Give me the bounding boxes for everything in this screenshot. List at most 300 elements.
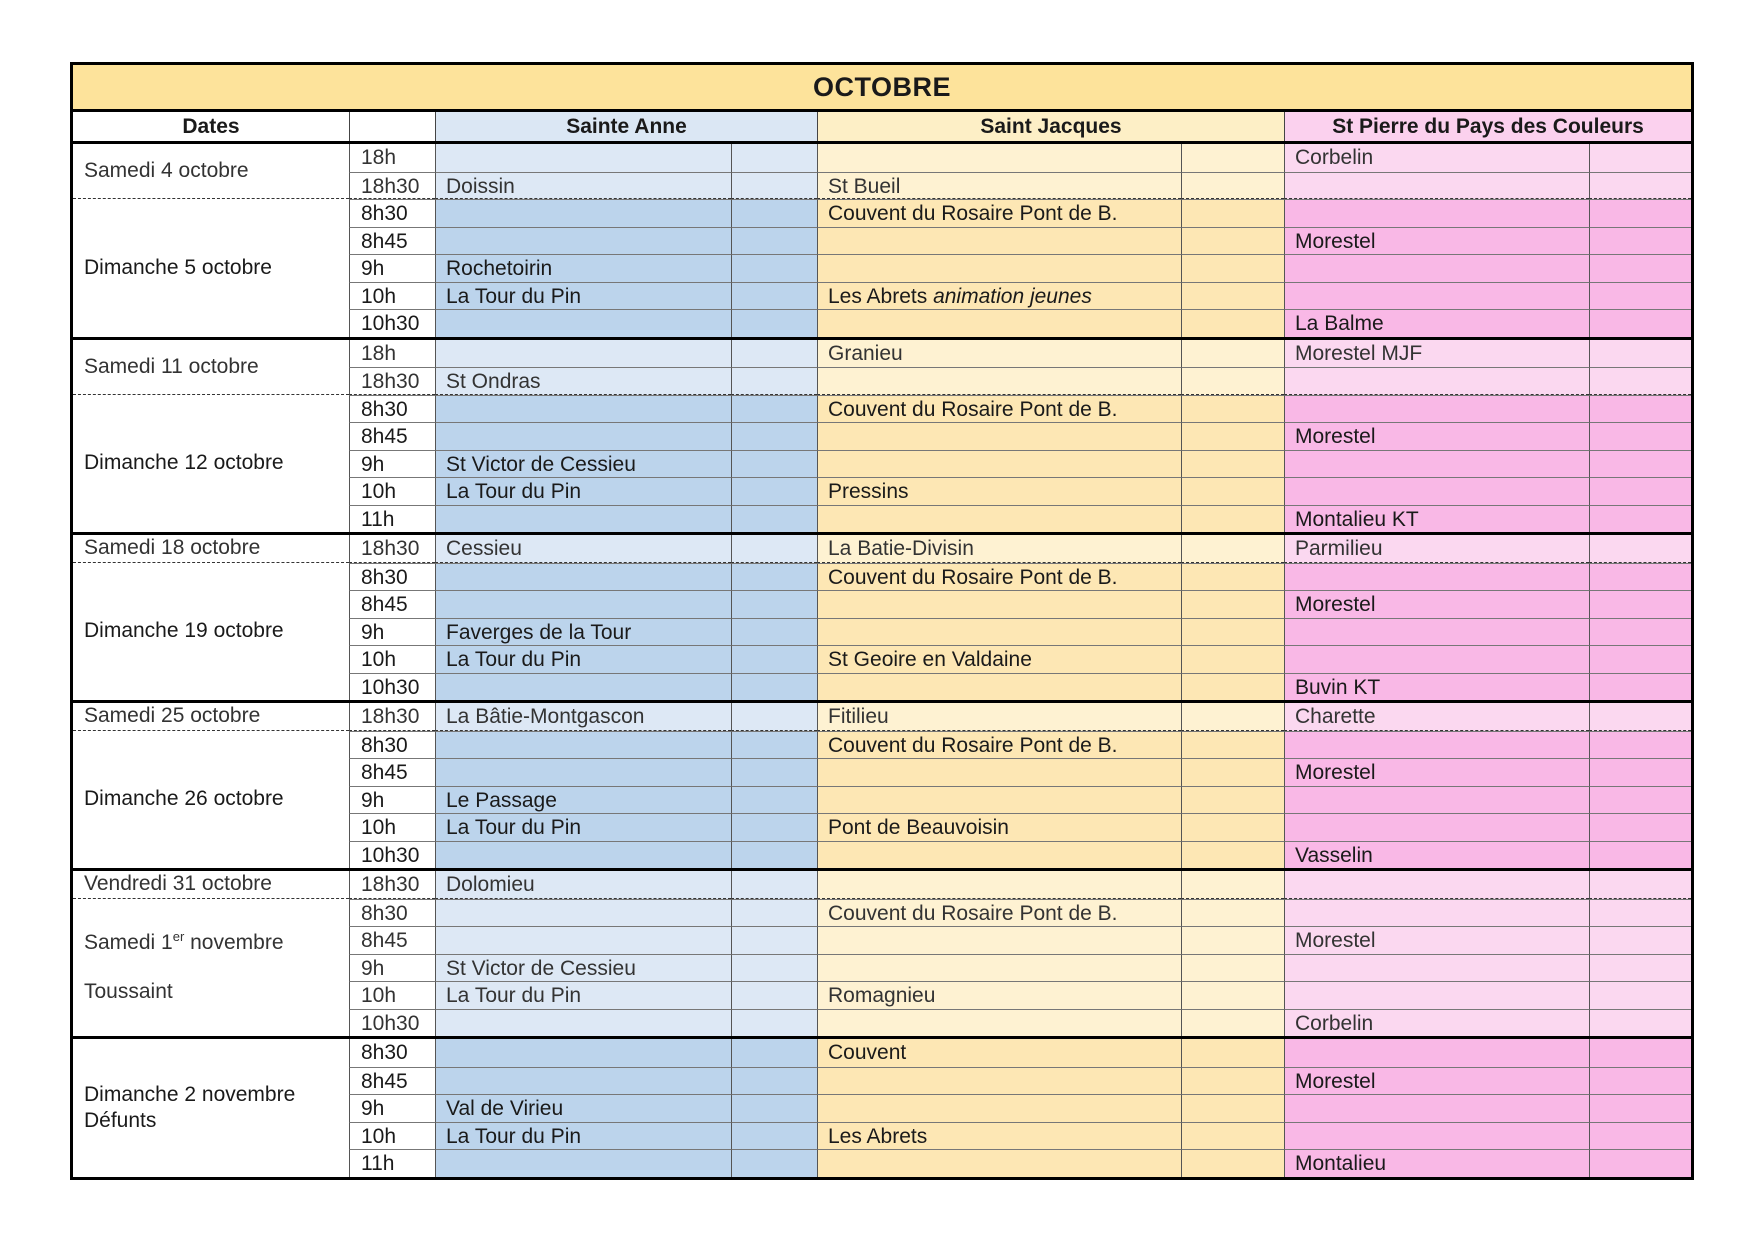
- st-pierre-cell: [1284, 1094, 1589, 1122]
- sainte-anne-cell: La Tour du Pin: [435, 645, 731, 673]
- date-column: [73, 1039, 349, 1177]
- st-pierre-extra-cell: [1589, 618, 1691, 646]
- st-pierre-extra-cell: [1589, 645, 1691, 673]
- mass-row: [349, 395, 1691, 423]
- saint-jacques-extra-cell: [1181, 450, 1284, 478]
- sainte-anne-cell: [435, 422, 731, 450]
- mass-row: [349, 590, 1691, 618]
- header-sainte-anne: Sainte Anne: [435, 112, 817, 141]
- sainte-anne-cell: La Tour du Pin: [435, 282, 731, 310]
- sainte-anne-cell: La Tour du Pin: [435, 477, 731, 505]
- time-cell: 10h30: [349, 841, 435, 869]
- st-pierre-cell: [1284, 981, 1589, 1009]
- st-pierre-extra-cell: [1589, 172, 1691, 200]
- st-pierre-cell: Parmilieu: [1284, 535, 1589, 563]
- mass-row: [349, 871, 1691, 899]
- st-pierre-cell: [1284, 477, 1589, 505]
- saint-jacques-cell: La Batie-Divisin: [817, 535, 1181, 563]
- st-pierre-extra-cell: [1589, 395, 1691, 423]
- mass-row: [349, 954, 1691, 982]
- saint-jacques-extra-cell: [1181, 340, 1284, 368]
- date-label: Samedi 18 octobre: [84, 536, 261, 560]
- sainte-anne-extra-cell: [731, 786, 817, 814]
- time-cell: 11h: [349, 1149, 435, 1177]
- saint-jacques-cell: [817, 1149, 1181, 1177]
- st-pierre-extra-cell: [1589, 144, 1691, 172]
- mass-row: [349, 563, 1691, 591]
- sainte-anne-extra-cell: [731, 1094, 817, 1122]
- sainte-anne-extra-cell: [731, 395, 817, 423]
- saint-jacques-extra-cell: [1181, 535, 1284, 563]
- mass-rows: [349, 703, 1691, 868]
- saint-jacques-extra-cell: [1181, 871, 1284, 899]
- st-pierre-extra-cell: [1589, 758, 1691, 786]
- st-pierre-extra-cell: [1589, 367, 1691, 395]
- saint-jacques-extra-cell: [1181, 926, 1284, 954]
- mass-rows: [349, 535, 1691, 700]
- column-header-row: [73, 112, 1691, 144]
- saint-jacques-extra-cell: [1181, 703, 1284, 731]
- sainte-anne-cell: La Bâtie-Montgascon: [435, 703, 731, 731]
- st-pierre-extra-cell: [1589, 703, 1691, 731]
- time-cell: 18h30: [349, 172, 435, 200]
- date-cell: [73, 1039, 349, 1177]
- sainte-anne-cell: [435, 731, 731, 759]
- date-label: Dimanche 26 octobre: [84, 787, 284, 811]
- st-pierre-cell: [1284, 282, 1589, 310]
- mass-row: [349, 422, 1691, 450]
- sainte-anne-cell: [435, 505, 731, 533]
- saint-jacques-extra-cell: [1181, 1039, 1284, 1067]
- time-cell: 8h30: [349, 1039, 435, 1067]
- st-pierre-cell: Morestel: [1284, 422, 1589, 450]
- mass-row: [349, 841, 1691, 869]
- sainte-anne-cell: [435, 144, 731, 172]
- header-dates: Dates: [73, 112, 349, 141]
- saint-jacques-cell: Couvent du Rosaire Pont de B.: [817, 395, 1181, 423]
- sainte-anne-cell: [435, 199, 731, 227]
- saint-jacques-cell: [817, 590, 1181, 618]
- date-column: [73, 340, 349, 533]
- st-pierre-extra-cell: [1589, 731, 1691, 759]
- time-cell: 8h30: [349, 395, 435, 423]
- mass-rows: [349, 144, 1691, 337]
- sainte-anne-extra-cell: [731, 1067, 817, 1095]
- mass-row: [349, 1067, 1691, 1095]
- mass-row: [349, 505, 1691, 533]
- mass-row: [349, 450, 1691, 478]
- sainte-anne-extra-cell: [731, 172, 817, 200]
- sainte-anne-extra-cell: [731, 926, 817, 954]
- date-label: Samedi 4 octobre: [84, 159, 249, 182]
- saint-jacques-extra-cell: [1181, 590, 1284, 618]
- st-pierre-cell: [1284, 618, 1589, 646]
- mass-rows: [349, 340, 1691, 533]
- date-gap: [84, 956, 349, 979]
- mass-row: [349, 282, 1691, 310]
- st-pierre-extra-cell: [1589, 1067, 1691, 1095]
- saint-jacques-cell: Pressins: [817, 477, 1181, 505]
- sainte-anne-cell: [435, 1067, 731, 1095]
- time-cell: 9h: [349, 618, 435, 646]
- st-pierre-extra-cell: [1589, 899, 1691, 927]
- sainte-anne-cell: [435, 899, 731, 927]
- st-pierre-cell: [1284, 871, 1589, 899]
- mass-row: [349, 758, 1691, 786]
- sainte-anne-extra-cell: [731, 254, 817, 282]
- saint-jacques-cell: Les Abrets animation jeunes: [817, 282, 1181, 310]
- date-label: Samedi 25 octobre: [84, 704, 261, 728]
- sainte-anne-extra-cell: [731, 871, 817, 899]
- time-cell: 18h30: [349, 871, 435, 899]
- st-pierre-cell: Buvin KT: [1284, 673, 1589, 701]
- sainte-anne-cell: St Ondras: [435, 367, 731, 395]
- week-block: [73, 340, 1691, 536]
- sainte-anne-cell: [435, 590, 731, 618]
- sainte-anne-extra-cell: [731, 703, 817, 731]
- mass-row: [349, 786, 1691, 814]
- saint-jacques-extra-cell: [1181, 758, 1284, 786]
- saint-jacques-extra-cell: [1181, 254, 1284, 282]
- time-cell: 8h45: [349, 590, 435, 618]
- date-superscript: er: [172, 928, 185, 944]
- saint-jacques-cell: Couvent du Rosaire Pont de B.: [817, 899, 1181, 927]
- st-pierre-cell: [1284, 899, 1589, 927]
- saint-jacques-cell: [817, 1009, 1181, 1037]
- saint-jacques-cell: [817, 254, 1181, 282]
- sainte-anne-extra-cell: [731, 340, 817, 368]
- month-title: OCTOBRE: [73, 65, 1691, 112]
- saint-jacques-cell: [817, 309, 1181, 337]
- st-pierre-cell: Morestel: [1284, 227, 1589, 255]
- saint-jacques-cell: [817, 422, 1181, 450]
- st-pierre-cell: [1284, 254, 1589, 282]
- sainte-anne-cell: Dolomieu: [435, 871, 731, 899]
- saint-jacques-cell: [817, 926, 1181, 954]
- sainte-anne-cell: [435, 395, 731, 423]
- mass-row: [349, 144, 1691, 172]
- st-pierre-extra-cell: [1589, 673, 1691, 701]
- time-cell: 10h: [349, 645, 435, 673]
- time-cell: 18h: [349, 144, 435, 172]
- saint-jacques-extra-cell: [1181, 954, 1284, 982]
- saint-jacques-extra-cell: [1181, 282, 1284, 310]
- saint-jacques-extra-cell: [1181, 731, 1284, 759]
- date-column: [73, 144, 349, 337]
- sainte-anne-cell: Le Passage: [435, 786, 731, 814]
- time-cell: 10h: [349, 1122, 435, 1150]
- sainte-anne-extra-cell: [731, 282, 817, 310]
- mass-row: [349, 172, 1691, 200]
- st-pierre-extra-cell: [1589, 340, 1691, 368]
- st-pierre-extra-cell: [1589, 813, 1691, 841]
- week-block: [73, 1039, 1691, 1177]
- date-column: [73, 871, 349, 1036]
- st-pierre-extra-cell: [1589, 199, 1691, 227]
- sainte-anne-cell: St Victor de Cessieu: [435, 954, 731, 982]
- mass-row: [349, 813, 1691, 841]
- saint-jacques-extra-cell: [1181, 505, 1284, 533]
- saint-jacques-cell: Pont de Beauvoisin: [817, 813, 1181, 841]
- saint-jacques-extra-cell: [1181, 981, 1284, 1009]
- st-pierre-extra-cell: [1589, 871, 1691, 899]
- saint-jacques-cell: [817, 618, 1181, 646]
- st-pierre-cell: Corbelin: [1284, 144, 1589, 172]
- st-pierre-cell: [1284, 450, 1589, 478]
- st-pierre-extra-cell: [1589, 786, 1691, 814]
- header-saint-jacques: Saint Jacques: [817, 112, 1284, 141]
- time-cell: 8h45: [349, 1067, 435, 1095]
- sainte-anne-cell: [435, 926, 731, 954]
- saint-jacques-extra-cell: [1181, 309, 1284, 337]
- st-pierre-extra-cell: [1589, 590, 1691, 618]
- schedule-body: [73, 144, 1691, 1177]
- date-cell: [73, 144, 349, 199]
- st-pierre-extra-cell: [1589, 563, 1691, 591]
- week-block: [73, 535, 1691, 703]
- time-cell: 8h30: [349, 899, 435, 927]
- sainte-anne-extra-cell: [731, 731, 817, 759]
- mass-row: [349, 981, 1691, 1009]
- time-cell: 11h: [349, 505, 435, 533]
- saint-jacques-cell: [817, 871, 1181, 899]
- mass-row: [349, 254, 1691, 282]
- sainte-anne-cell: [435, 1039, 731, 1067]
- st-pierre-extra-cell: [1589, 227, 1691, 255]
- date-label: Dimanche 19 octobre: [84, 619, 284, 643]
- st-pierre-cell: Morestel MJF: [1284, 340, 1589, 368]
- sainte-anne-cell: Faverges de la Tour: [435, 618, 731, 646]
- sainte-anne-extra-cell: [731, 618, 817, 646]
- date-label: Dimanche 5 octobre: [84, 255, 272, 279]
- st-pierre-cell: [1284, 786, 1589, 814]
- date-cell: [73, 563, 349, 701]
- mass-row: [349, 1039, 1691, 1067]
- st-pierre-extra-cell: [1589, 954, 1691, 982]
- sainte-anne-cell: La Tour du Pin: [435, 981, 731, 1009]
- saint-jacques-extra-cell: [1181, 1149, 1284, 1177]
- date-label: Samedi 11 octobre: [84, 354, 259, 378]
- saint-jacques-extra-cell: [1181, 144, 1284, 172]
- saint-jacques-cell: [817, 505, 1181, 533]
- saint-jacques-cell: [817, 367, 1181, 395]
- time-cell: 10h30: [349, 1009, 435, 1037]
- saint-jacques-cell: Couvent du Rosaire Pont de B.: [817, 199, 1181, 227]
- time-cell: 10h30: [349, 673, 435, 701]
- header-time: [349, 112, 435, 141]
- st-pierre-cell: Vasselin: [1284, 841, 1589, 869]
- saint-jacques-cell: St Bueil: [817, 172, 1181, 200]
- date-label: Défunts: [84, 1108, 157, 1132]
- st-pierre-cell: [1284, 367, 1589, 395]
- sainte-anne-extra-cell: [731, 981, 817, 1009]
- saint-jacques-cell: [817, 954, 1181, 982]
- sainte-anne-cell: [435, 841, 731, 869]
- saint-jacques-cell: Les Abrets: [817, 1122, 1181, 1150]
- sainte-anne-extra-cell: [731, 758, 817, 786]
- week-block: [73, 144, 1691, 340]
- time-cell: 8h30: [349, 199, 435, 227]
- saint-jacques-cell: [817, 758, 1181, 786]
- schedule-table: [70, 62, 1694, 1180]
- time-cell: 18h30: [349, 703, 435, 731]
- saint-jacques-extra-cell: [1181, 813, 1284, 841]
- sainte-anne-cell: Val de Virieu: [435, 1094, 731, 1122]
- saint-jacques-cell: [817, 450, 1181, 478]
- date-label: Dimanche 2 novembre: [84, 1082, 296, 1106]
- st-pierre-extra-cell: [1589, 254, 1691, 282]
- saint-jacques-cell: [817, 227, 1181, 255]
- mass-row: [349, 199, 1691, 227]
- saint-jacques-extra-cell: [1181, 618, 1284, 646]
- sainte-anne-extra-cell: [731, 505, 817, 533]
- sainte-anne-cell: [435, 340, 731, 368]
- time-cell: 8h45: [349, 422, 435, 450]
- mass-row: [349, 309, 1691, 337]
- saint-jacques-cell: Couvent: [817, 1039, 1181, 1067]
- sainte-anne-extra-cell: [731, 422, 817, 450]
- sainte-anne-cell: La Tour du Pin: [435, 813, 731, 841]
- st-pierre-cell: [1284, 645, 1589, 673]
- sainte-anne-extra-cell: [731, 535, 817, 563]
- date-cell: [73, 703, 349, 731]
- st-pierre-extra-cell: [1589, 505, 1691, 533]
- st-pierre-extra-cell: [1589, 309, 1691, 337]
- mass-row: [349, 673, 1691, 701]
- mass-row: [349, 618, 1691, 646]
- time-cell: 9h: [349, 1094, 435, 1122]
- event-note: animation jeunes: [933, 284, 1092, 308]
- time-cell: 9h: [349, 954, 435, 982]
- st-pierre-extra-cell: [1589, 535, 1691, 563]
- sainte-anne-cell: [435, 673, 731, 701]
- st-pierre-cell: [1284, 395, 1589, 423]
- sainte-anne-cell: [435, 309, 731, 337]
- sainte-anne-cell: Doissin: [435, 172, 731, 200]
- date-label: Dimanche 12 octobre: [84, 451, 284, 475]
- st-pierre-cell: [1284, 731, 1589, 759]
- sainte-anne-cell: [435, 1149, 731, 1177]
- st-pierre-extra-cell: [1589, 1094, 1691, 1122]
- sainte-anne-extra-cell: [731, 367, 817, 395]
- saint-jacques-extra-cell: [1181, 645, 1284, 673]
- sainte-anne-extra-cell: [731, 645, 817, 673]
- mass-rows: [349, 1039, 1691, 1177]
- st-pierre-cell: Montalieu KT: [1284, 505, 1589, 533]
- time-cell: 8h45: [349, 227, 435, 255]
- time-cell: 8h30: [349, 563, 435, 591]
- date-cell: [73, 395, 349, 533]
- sainte-anne-cell: Rochetoirin: [435, 254, 731, 282]
- sainte-anne-extra-cell: [731, 309, 817, 337]
- sainte-anne-extra-cell: [731, 1009, 817, 1037]
- saint-jacques-extra-cell: [1181, 395, 1284, 423]
- time-cell: 18h30: [349, 367, 435, 395]
- saint-jacques-extra-cell: [1181, 1094, 1284, 1122]
- sainte-anne-extra-cell: [731, 563, 817, 591]
- time-cell: 10h: [349, 813, 435, 841]
- mass-row: [349, 1149, 1691, 1177]
- st-pierre-extra-cell: [1589, 1039, 1691, 1067]
- st-pierre-extra-cell: [1589, 477, 1691, 505]
- saint-jacques-cell: [817, 144, 1181, 172]
- time-cell: 8h45: [349, 926, 435, 954]
- sainte-anne-extra-cell: [731, 1149, 817, 1177]
- sainte-anne-extra-cell: [731, 954, 817, 982]
- date-cell: [73, 899, 349, 1037]
- st-pierre-cell: Morestel: [1284, 758, 1589, 786]
- st-pierre-cell: [1284, 954, 1589, 982]
- sainte-anne-extra-cell: [731, 477, 817, 505]
- header-st-pierre: St Pierre du Pays des Couleurs: [1284, 112, 1691, 141]
- st-pierre-extra-cell: [1589, 981, 1691, 1009]
- saint-jacques-extra-cell: [1181, 422, 1284, 450]
- saint-jacques-cell: St Geoire en Valdaine: [817, 645, 1181, 673]
- sainte-anne-extra-cell: [731, 199, 817, 227]
- mass-row: [349, 731, 1691, 759]
- saint-jacques-extra-cell: [1181, 786, 1284, 814]
- st-pierre-cell: [1284, 172, 1589, 200]
- sainte-anne-extra-cell: [731, 899, 817, 927]
- time-cell: 10h: [349, 477, 435, 505]
- saint-jacques-extra-cell: [1181, 563, 1284, 591]
- saint-jacques-extra-cell: [1181, 1009, 1284, 1037]
- saint-jacques-cell: [817, 673, 1181, 701]
- sainte-anne-cell: [435, 1009, 731, 1037]
- saint-jacques-cell: Couvent du Rosaire Pont de B.: [817, 731, 1181, 759]
- sainte-anne-cell: [435, 563, 731, 591]
- mass-row: [349, 1122, 1691, 1150]
- time-cell: 8h30: [349, 731, 435, 759]
- time-cell: 10h30: [349, 309, 435, 337]
- time-cell: 10h: [349, 981, 435, 1009]
- saint-jacques-cell: [817, 841, 1181, 869]
- st-pierre-cell: La Balme: [1284, 309, 1589, 337]
- mass-row: [349, 535, 1691, 563]
- saint-jacques-extra-cell: [1181, 367, 1284, 395]
- mass-row: [349, 645, 1691, 673]
- st-pierre-extra-cell: [1589, 926, 1691, 954]
- date-cell: [73, 731, 349, 869]
- saint-jacques-cell: [817, 786, 1181, 814]
- time-cell: 18h: [349, 340, 435, 368]
- mass-row: [349, 703, 1691, 731]
- sainte-anne-extra-cell: [731, 590, 817, 618]
- sainte-anne-extra-cell: [731, 450, 817, 478]
- st-pierre-cell: [1284, 199, 1589, 227]
- st-pierre-cell: [1284, 1039, 1589, 1067]
- saint-jacques-cell: Granieu: [817, 340, 1181, 368]
- sainte-anne-cell: [435, 227, 731, 255]
- st-pierre-extra-cell: [1589, 1122, 1691, 1150]
- saint-jacques-extra-cell: [1181, 227, 1284, 255]
- sainte-anne-cell: [435, 758, 731, 786]
- saint-jacques-extra-cell: [1181, 199, 1284, 227]
- saint-jacques-extra-cell: [1181, 477, 1284, 505]
- st-pierre-cell: [1284, 1122, 1589, 1150]
- saint-jacques-extra-cell: [1181, 899, 1284, 927]
- st-pierre-cell: [1284, 563, 1589, 591]
- date-cell: [73, 340, 349, 395]
- sainte-anne-extra-cell: [731, 1122, 817, 1150]
- st-pierre-extra-cell: [1589, 1149, 1691, 1177]
- sainte-anne-extra-cell: [731, 144, 817, 172]
- saint-jacques-cell: [817, 1094, 1181, 1122]
- date-cell: [73, 199, 349, 337]
- saint-jacques-cell: Couvent du Rosaire Pont de B.: [817, 563, 1181, 591]
- st-pierre-cell: Montalieu: [1284, 1149, 1589, 1177]
- saint-jacques-cell: Romagnieu: [817, 981, 1181, 1009]
